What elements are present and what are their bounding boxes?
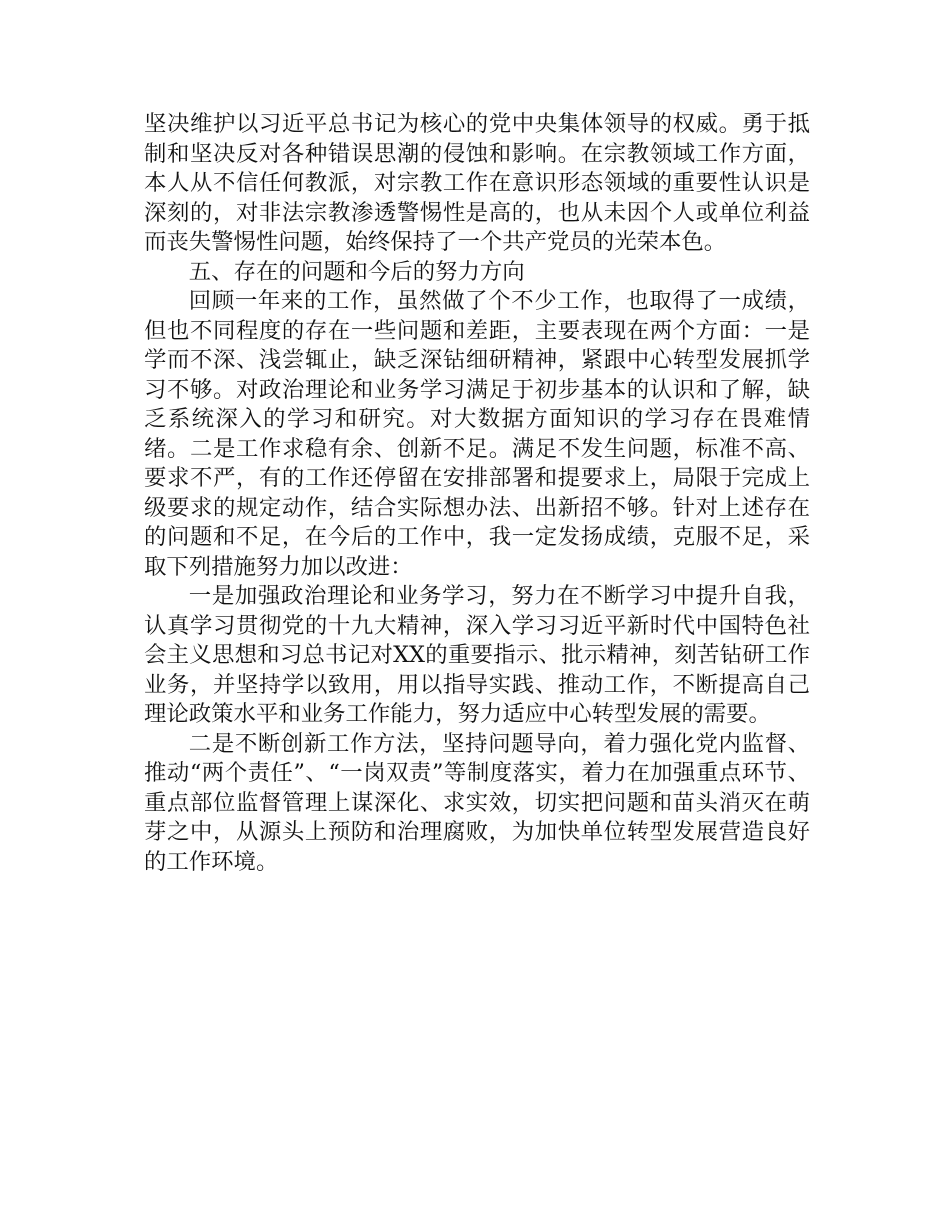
- paragraph-party-loyalty: 坚决维护以习近平总书记为核心的党中央集体领导的权威。勇于抵制和坚决反对各种错误思潮的侵蚀和影响。在宗教领域工作方面，本人从不信任何教派，对宗教工作在意识形态领域的重要性认识是深刻的，对非法宗教渗透警惕性是高的，也从未因个人或单位利益而丧失警惕性问题，始终保持了一个共产党员的光荣本色。: [144, 111, 810, 255]
- paragraph-measure-two-innovation: 二是不断创新工作方法，坚持问题导向，着力强化党内监督、推动“两个责任”、“一岗双责”等制度落实，着力在加强重点环节、重点部位监督管理上谋深化、求实效，切实把问题和苗头消灭在萌芽之中，从源头上预防和治理腐败，为加快单位转型发展营造良好的工作环境。: [144, 730, 810, 875]
- document-body: [144, 110, 810, 877]
- section-heading-problems-and-direction: 五、存在的问题和今后的努力方向: [188, 258, 525, 285]
- paragraph-review-problems: 回顾一年来的工作，虽然做了个不少工作，也取得了一成绩，但也不同程度的存在一些问题和差距，主要表现在两个方面：一是学而不深、浅尝辄止，缺乏深钻细研精神，紧跟中心转型发展抓学习不够。对政治理论和业务学习满足于初步基本的认识和了解，缺乏系统深入的学习和研究。对大数据方面知识的学习存在畏难情绪。二是工作求稳有余、创新不足。满足不发生问题，标准不高、要求不严，有的工作还停留在安排部署和提要求上，局限于完成上级要求的规定动作，结合实际想办法、出新招不够。针对上述存在的问题和不足，在今后的工作中，我一定发扬成绩，克服不足，采取下列措施努力加以改进：: [144, 288, 810, 580]
- paragraph-measure-one-study: 一是加强政治理论和业务学习，努力在不断学习中提升自我，认真学习贯彻党的十九大精神，深入学习习近平新时代中国特色社会主义思想和习总书记对XX的重要指示、批示精神，刻苦钻研工作业务，并坚持学以致用，用以指导实践、推动工作，不断提高自己理论政策水平和业务工作能力，努力适应中心转型发展的需要。: [144, 583, 810, 727]
